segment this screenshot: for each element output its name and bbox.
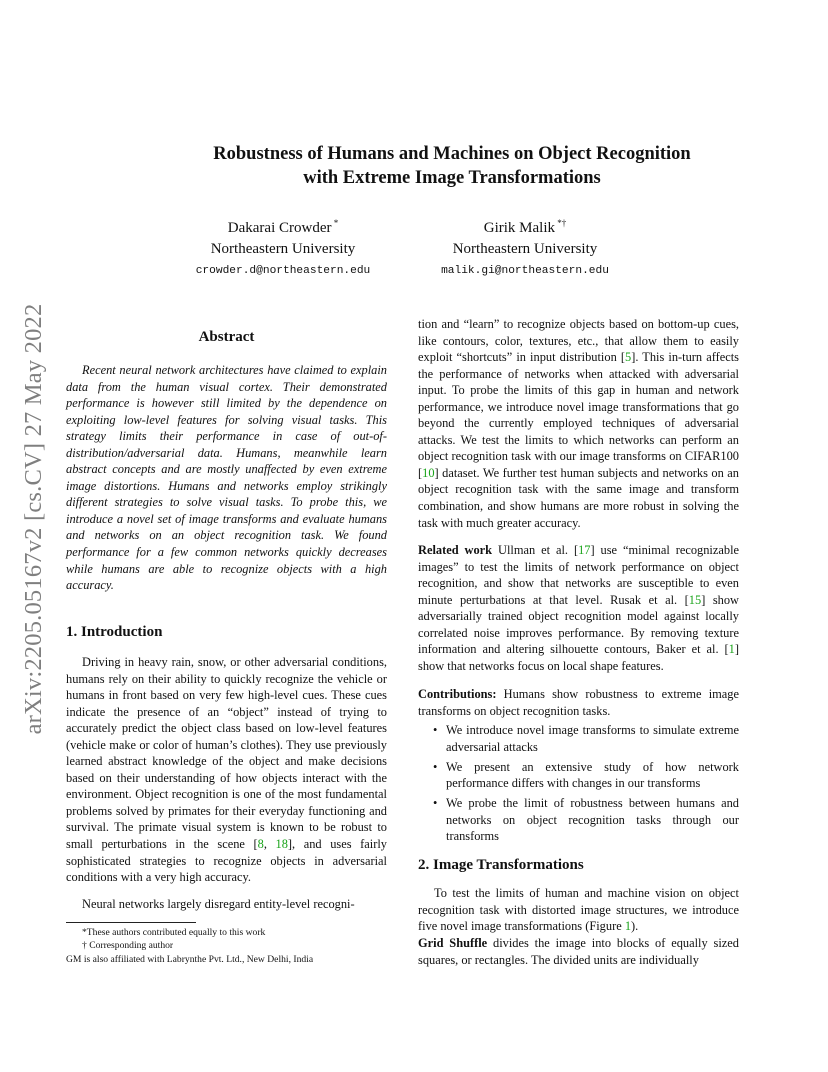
author-affiliation: Northeastern University <box>210 241 356 257</box>
related-work-paragraph: Related work Ullman et al. [17] use “minimal recognizable images” to test the limits of network performance on object recognition, and show that networks are susceptible to even minute perturbations at that level. Rusak et al. [15] show adversarially trained object recognition model against locally correlated noise improves performance. By removing texture information and altering silhouette contours, Baker et al. [1] show that networks focus on local shape features. <box>418 543 740 673</box>
grid-shuffle-label: Grid Shuffle <box>418 936 488 950</box>
list-item: • We introduce novel image transforms to simulate extreme adversarial attacks <box>418 722 739 755</box>
list-item: • We probe the limit of robustness between humans and networks on object recognition tasks through our transforms <box>418 795 739 845</box>
citation-link[interactable]: 8 <box>257 837 264 852</box>
citation-link[interactable]: 17 <box>578 543 591 557</box>
citation-link[interactable]: 10 <box>422 465 435 480</box>
abstract-text: Recent neural network architectures have claimed to explain data from the human visual cortex. Their demonstrated performance is however still limited by the dependence on exploiting low-level features for solving visual tasks. This strategy limits their performance in case of out-of-distribution/adversarial data. Humans, meanwhile learn abstract concepts and are mostly unaffected by even extreme image distortions. Humans and networks employ strikingly different strategies to solve visual tasks. To probe this, we introduce a novel set of image transforms and evaluate humans and networks on an object recognition task. We found performance for a few common networks quickly decreases while humans are able to recognize objects with a high accuracy. <box>66 363 387 593</box>
footnotes <box>66 926 387 966</box>
contributions-list <box>418 722 739 848</box>
image-transformations-heading: 2. Image Transformations <box>418 857 584 873</box>
citation-link[interactable]: 1 <box>728 642 735 657</box>
list-item: • We present an extensive study of how network performance differs with changes in our transforms <box>418 759 739 792</box>
author-name: Girik Malik <box>483 220 555 236</box>
footnote-corresponding: † Corresponding author <box>82 940 174 952</box>
title-line-2: with Extreme Image Transformations <box>303 168 601 188</box>
footnote-rule <box>66 922 196 923</box>
citation-link[interactable]: 5 <box>624 350 632 365</box>
author-mark: *† <box>555 218 567 228</box>
image-transformations-paragraph: To test the limits of human and machine vision on object recognition task with distorted image structures, we introduce five novel image transformations (Figure 1). <box>418 886 739 934</box>
related-work-label: Related work <box>418 543 493 557</box>
right-paragraph-1: tion and “learn” to recognize objects based on bottom-up cues, like contours, color, textures, etc., that allow them to easily exploit “shortcuts” in input distribution [5]. This in-turn affects the performance of networks when attacked with adversarial input. To probe the limits of this gap in human and network performance, we introduce novel image transformations that go beyond the currently employed techniques of adversarial attacks. We test the limits to which networks can perform an object recognition task with our image transforms on CIFAR100 [10] dataset. We further test human subjects and networks on an object recognition task with the same image and transform combination, and show humans are more robust in solving the task with much greater accuracy. <box>418 317 740 530</box>
author-email: malik.gi@northeastern.edu <box>441 265 609 277</box>
author-mark: * <box>331 218 339 228</box>
footnote-affiliation: GM is also affiliated with Labrynthe Pvt. Ltd., New Delhi, India <box>66 953 314 965</box>
grid-shuffle-paragraph: Grid Shuffle divides the image into blocks of equally sized squares, or rectangles. The divided units are individually <box>418 936 739 967</box>
footnote-equal-contribution: *These authors contributed equally to this work <box>82 927 266 938</box>
introduction-heading: 1. Introduction <box>66 624 163 640</box>
abstract-heading: Abstract <box>198 329 255 345</box>
citation-link[interactable]: 15 <box>688 592 702 607</box>
author-block-2 <box>395 218 655 282</box>
title-line-1: Robustness of Humans and Machines on Object Recognition <box>213 144 691 164</box>
author-name: Dakarai Crowder <box>227 220 332 236</box>
author-block-1 <box>153 218 413 282</box>
introduction-paragraph-2: Neural networks largely disregard entity-level recogni- <box>82 897 355 911</box>
paper-title <box>120 142 784 190</box>
contributions-paragraph: Contributions: Humans show robustness to extreme image transforms on object recognition tasks. <box>418 687 739 718</box>
contributions-label: Contributions: <box>418 687 497 701</box>
author-affiliation: Northeastern University <box>452 241 598 257</box>
author-email: crowder.d@northeastern.edu <box>195 265 371 277</box>
citation-link[interactable]: 18 <box>275 837 288 852</box>
introduction-paragraph-1: Driving in heavy rain, snow, or other adversarial conditions, humans rely on their ability to quickly recognize the vehicle or humans in front based on very few high-level cues. These cues indicate the presence of an “object” instead of trying to accurately predict the object class based on low-level features (vehicle make or color of human’s clothes). They use previously learned abstract knowledge of the object and make decisions based on their understanding of how objects interact with the environment. Object recognition is one of the most fundamental problems solved by primates for their everyday functioning and survival. The primate visual system is known to be robust to small perturbations in the scene [8, 18], and uses fairly sophisticated strategies to recognize objects in adversarial conditions with a very high accuracy. <box>66 655 387 885</box>
figure-reference-link[interactable]: 1 <box>624 919 632 934</box>
arxiv-identifier: arXiv:2205.05167v2 [cs.CV] 27 May 2022 <box>20 303 47 735</box>
